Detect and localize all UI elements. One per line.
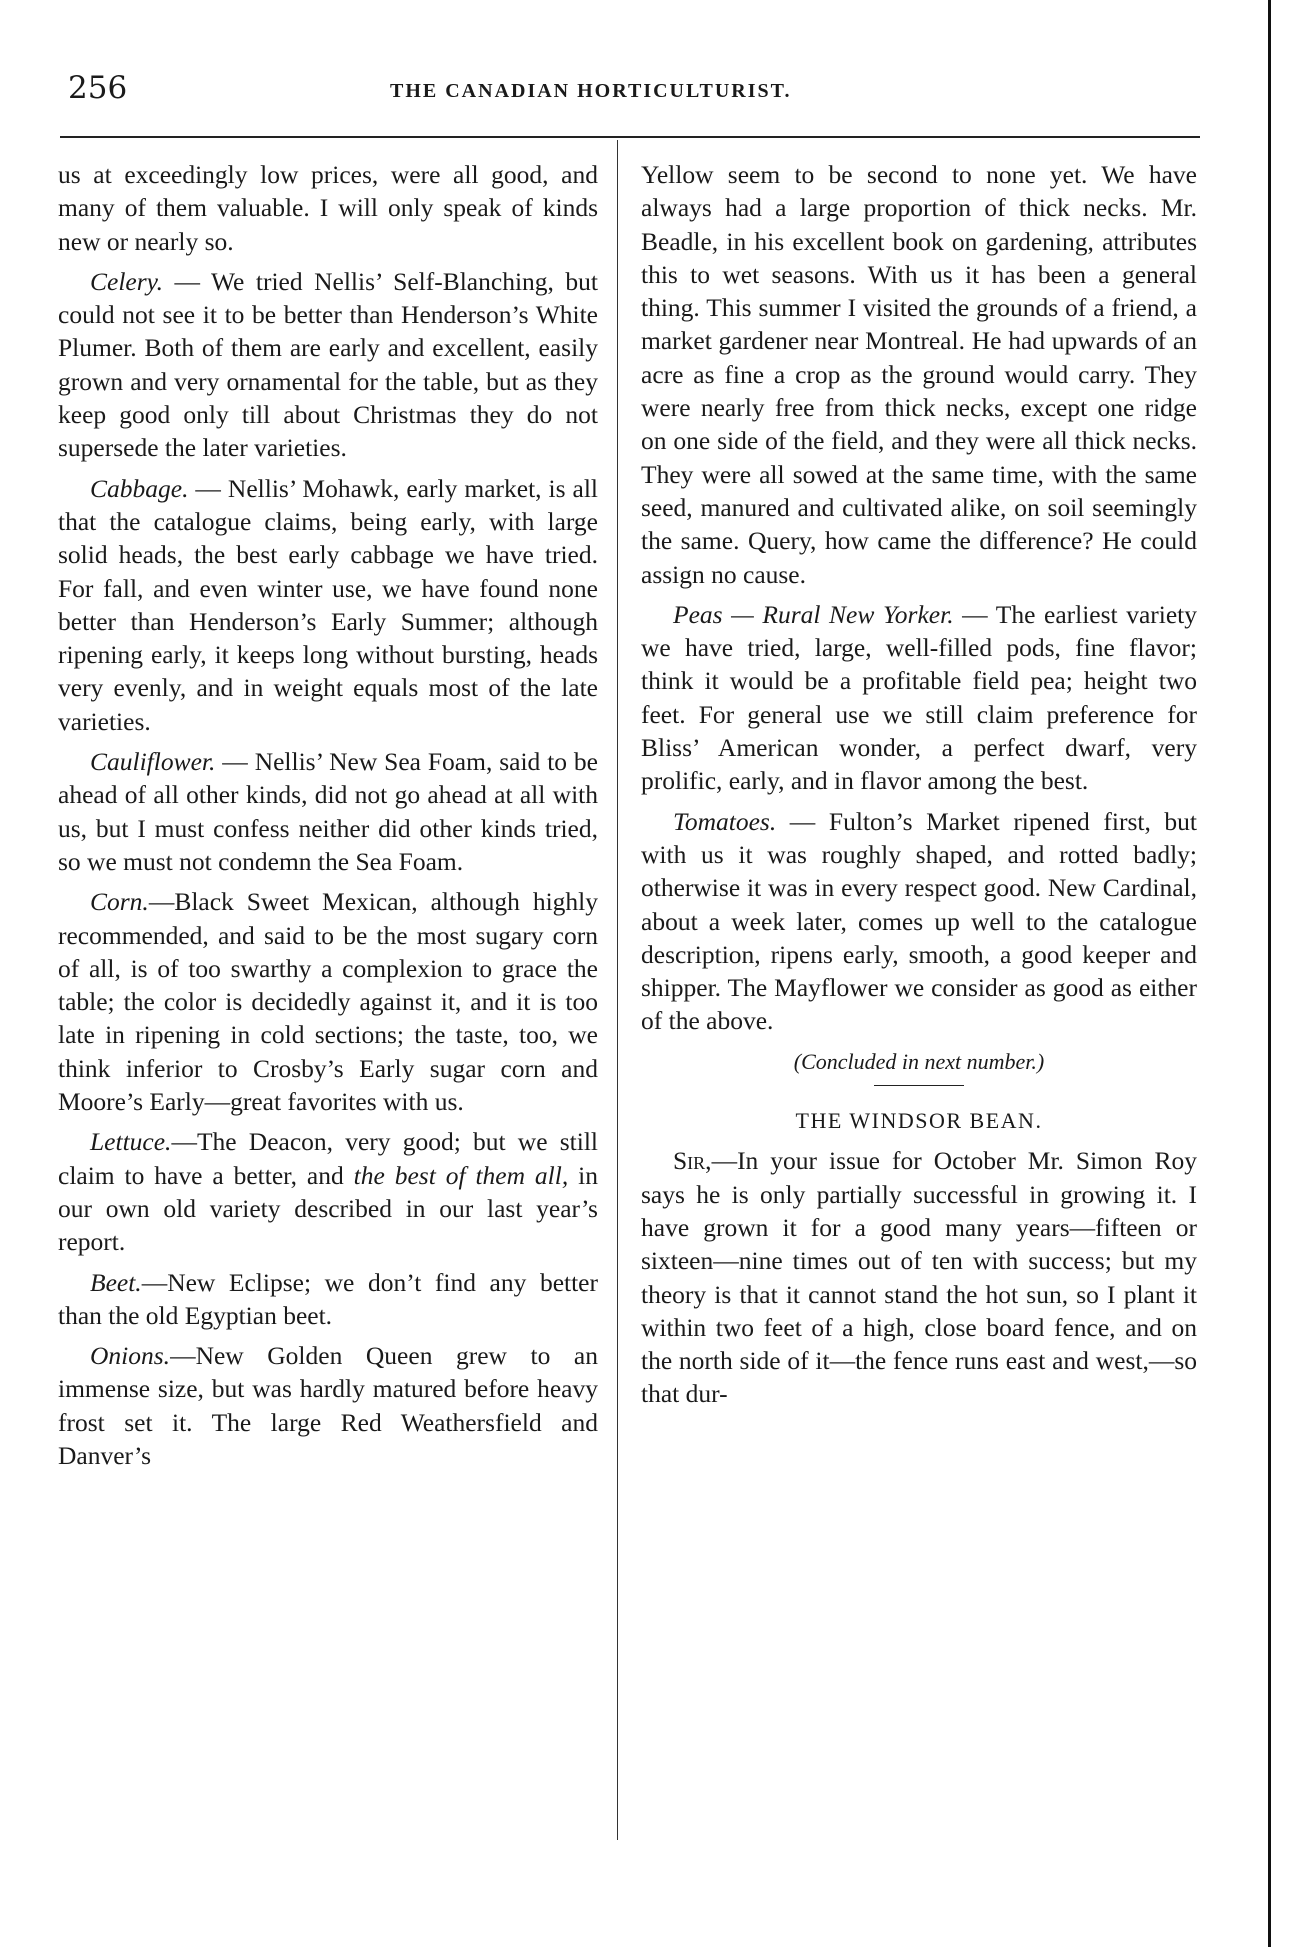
salutation: Sir, [673,1146,712,1176]
paragraph-cabbage [58,472,598,738]
lead-celery: Celery. [90,266,163,296]
text-lettuce-a: —The Deacon, very good; but we still claim to have a better, and [58,1127,598,1190]
page-number: 256 [68,70,128,106]
text-celery: — We tried Nellis’ Self-Blanching, but could not see it to be better than Henderson’s White Plumer. Both of them are early and excellent, easily grown and very ornamental for the table, but as they keep good only till about Christmas they do not supersede the later varieties. [58,266,598,463]
text-lettuce-emphasis: the best of them all, [353,1160,569,1190]
text-beet: —New Eclipse; we don’t find any better than the old Egyptian beet. [58,1267,598,1330]
lead-beet: Beet. [90,1267,142,1297]
paragraph-onions [58,1339,598,1472]
concluded-note: (Concluded in next number.) [793,1048,1045,1074]
article-title: THE WINDSOR BEAN. [795,1108,1043,1134]
text-tomatoes: — Fulton’s Market ripened first, but with us it was roughly shaped, and rotted badly; otherwise it was in every respect good. New Cardinal, about a week later, comes up well to the catalogue description, ripens early, smooth, a good keeper and shipper. The Mayflower we consider as good as either of the above. [641,806,1197,1036]
paragraph-cauliflower [58,745,598,878]
lead-corn: Corn. [90,887,149,917]
text-cabbage: — Nellis’ Mohawk, early market, is all that the catalogue claims, being early, with large solid heads, the best early cabbage we have tried. For fall, and even winter use, we have found none better than Henderson’s Early Summer; although ripening early, it keeps long without bursting, heads very evenly, and in weight equals most of the late varieties. [58,473,598,736]
section-rule [874,1085,964,1086]
text-onions: —New Golden Queen grew to an immense size, but was hardly matured before heavy frost set it. The large Red Weathersfield and Danver’s [58,1341,598,1470]
lead-lettuce: Lettuce. [90,1127,172,1157]
column-divider [617,140,618,1840]
text-peas: — The earliest variety we have tried, large, well-filled pods, fine flavor; think it would be a profitable field pea; height two feet. For general use we still claim preference for Bliss’ American wonder, a perfect dwarf, very prolific, early, and in flavor among the best. [641,599,1197,796]
lead-onions: Onions. [90,1341,171,1371]
paragraph-onions-continued: Yellow seem to be second to none yet. We have always had a large proportion of thick necks. Mr. Beadle, in his excellent book on gardening, attributes this to wet seasons. With us it has been a general thing. This summer I visited the grounds of a friend, a market gardener near Montreal. He had upwards of an acre as fine a crop as the ground would carry. They were nearly free from thick necks, except one ridge on one side of the field, and they were all thick necks. They were all sowed at the same time, with the same seed, manured and cultivated alike, on soil seemingly the same. Query, how came the difference? He could assign no cause. [641,160,1197,589]
right-column [641,158,1197,1418]
paragraph-continued: us at exceedingly low prices, were all good, and many of them valuable. I will only speak of kinds new or nearly so. [58,160,598,256]
paragraph-peas [641,598,1197,798]
lead-cauliflower: Cauliflower. [90,747,216,777]
left-column [58,158,598,1479]
lead-tomatoes: Tomatoes. [673,806,777,836]
lead-peas: Peas — Rural New Yorker. [673,599,954,629]
paragraph-tomatoes [641,805,1197,1038]
text-lettuce-b: in our own old variety described in our last year’s report. [58,1160,598,1257]
lead-cabbage: Cabbage. [90,473,189,503]
paragraph-windsor-bean [641,1144,1197,1410]
paragraph-lettuce [58,1125,598,1258]
paragraph-celery [58,265,598,465]
text-corn: —Black Sweet Mexican, although highly recommended, and said to be the most sugary corn of all, is of too swarthy a complexion to grace the table; the color is decidedly against it, and it is too late in ripening in cold sections; the taste, too, we think inferior to Crosby’s Early sugar corn and Moore’s Early—great favorites with us. [58,887,598,1117]
page-edge-line [1268,0,1271,1947]
running-head: THE CANADIAN HORTICULTURIST. [390,80,792,102]
text-windsor-bean: —In your issue for October Mr. Simon Roy says he is only partially successful in growing it. I have grown it for a good many years—fifteen or sixteen—nine times out of ten with success; but my theory is that it cannot stand the hot sun, so I plant it within two feet of a high, close board fence, and on the north side of it—the fence runs east and west,—so that dur- [641,1146,1197,1409]
text-cauliflower: — Nellis’ New Sea Foam, said to be ahead of all other kinds, did not go ahead at all with us, but I must confess neither did other kinds tried, so we must not condemn the Sea Foam. [58,747,598,876]
header-rule [60,136,1200,138]
paragraph-corn [58,885,598,1118]
paragraph-beet [58,1266,598,1333]
